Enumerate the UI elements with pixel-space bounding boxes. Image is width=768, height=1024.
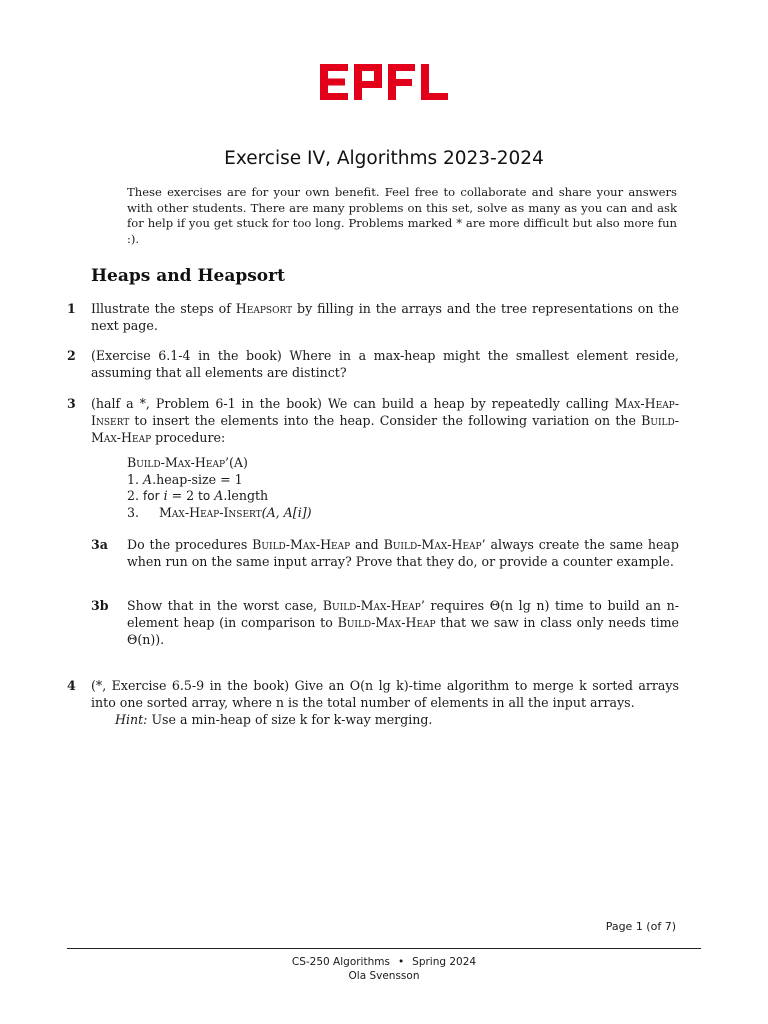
pseudocode-line-3: 3. Max-Heap-Insert(A, A[i]) (127, 504, 312, 520)
document-title: Exercise IV, Algorithms 2023-2024 (224, 148, 544, 169)
footer-course: CS-250 Algorithms (291, 956, 390, 968)
pseudocode-block (127, 455, 312, 521)
pseudocode-header: Build-Max-Heap’(A) (127, 455, 248, 470)
footer-bullet: • (397, 956, 405, 968)
page-footer (0, 955, 768, 983)
problem-2 (67, 347, 679, 381)
hint: Hint: Use a min-heap of size k for k-way merging. (115, 712, 433, 727)
problem-text: (Exercise 6.1-4 in the book) Where in a max-heap might the smallest element reside, assuming that all elements are distinct? (91, 348, 679, 380)
problem-number: 3 (67, 396, 76, 411)
pseudocode-line-1: 1. A.heap-size = 1 (127, 471, 243, 487)
subproblem-text: Do the procedures Build-Max-Heap and Build-Max-Heap’ always create the same heap when run on the same input array? Prove that they do, or provide a counter example. (127, 537, 679, 569)
subproblem-3b (91, 597, 679, 648)
page-number: Page 1 (of 7) (605, 920, 676, 933)
problem-1 (67, 300, 679, 334)
intro-paragraph: These exercises are for your own benefit. Feel free to collaborate and share your answers with other students. There are many problems on this set, solve as many as you can and ask for help if you get stuck for too long. Problems marked * are more difficult but also more fun :). (127, 185, 677, 246)
problem-number: 1 (67, 301, 76, 316)
problem-4 (67, 677, 679, 728)
problem-number: 4 (67, 678, 76, 693)
footer-author: Ola Svensson (348, 970, 420, 982)
epfl-logo (320, 64, 448, 100)
subproblem-label: 3b (91, 598, 109, 613)
problem-3 (67, 395, 679, 446)
footer-term: Spring 2024 (412, 956, 477, 968)
pseudocode-line-2: 2. for i = 2 to A.length (127, 488, 269, 503)
problem-text: (*, Exercise 6.5-9 in the book) Give an O(n lg k)-time algorithm to merge k sorted arrays into one sorted array, where n is the total number of elements in all the input arrays. Hint: Use a min-heap of size k for k-way merging. (91, 678, 679, 727)
footer-divider (67, 948, 701, 949)
problem-number: 2 (67, 348, 76, 363)
problem-text: (half a *, Problem 6-1 in the book) We can build a heap by repeatedly calling Max-Heap-Insert to insert the elements into the heap. Consider the following variation on the Build-Max-Heap procedure: (91, 396, 679, 445)
subproblem-label: 3a (91, 537, 108, 552)
subproblem-text: Show that in the worst case, Build-Max-Heap’ requires Θ(n lg n) time to build an n-element heap (in comparison to Build-Max-Heap that we saw in class only needs time Θ(n)). (127, 598, 680, 647)
section-heading: Heaps and Heapsort (91, 266, 285, 286)
subproblem-3a (91, 536, 679, 570)
problem-text: Illustrate the steps of Heapsort by filling in the arrays and the tree representations on the next page. (91, 301, 679, 333)
